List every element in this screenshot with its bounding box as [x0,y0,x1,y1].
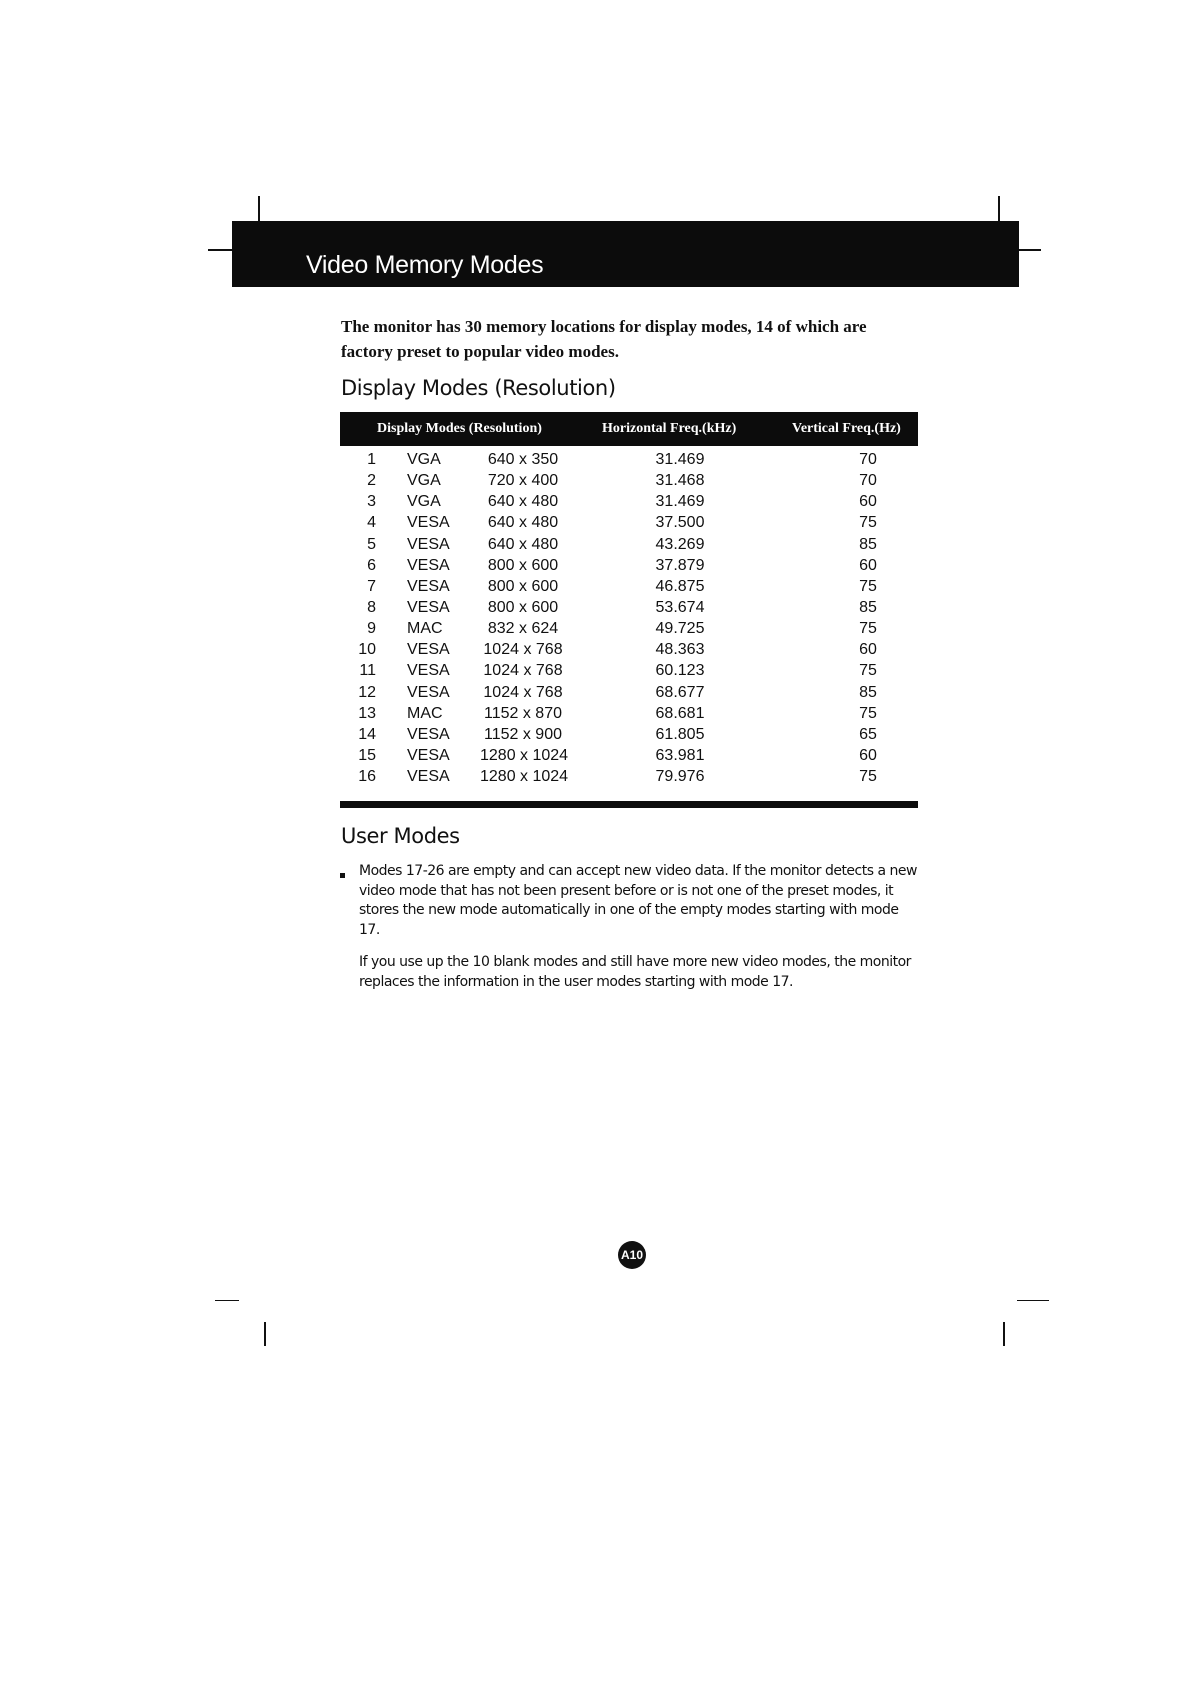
mode-number-cell: 4 [367,514,376,532]
resolution-cell: 800 x 600 [487,556,559,574]
resolution-cell: 1280 x 1024 [480,746,569,764]
standard-cell: VGA [407,451,441,468]
crop-mark-top-right [998,196,1000,221]
horizontal-freq-cell: 46.875 [655,577,705,595]
resolution-cell: 640 x 480 [487,535,559,553]
horizontal-freq-cell: 68.677 [655,683,705,701]
table-row [340,578,920,599]
resolution-cell: 800 x 600 [487,577,559,595]
modes-table-header [340,412,918,446]
vertical-freq-cell: 65 [859,725,877,743]
resolution-cell: 640 x 480 [487,493,559,511]
crop-mark-top-left [258,196,260,221]
vertical-freq-cell: 75 [859,620,877,638]
horizontal-freq-cell: 63.981 [655,746,705,764]
standard-cell: VESA [407,577,450,595]
standard-cell: VESA [407,535,450,553]
horizontal-freq-cell: 31.469 [655,493,705,511]
standard-cell: VESA [407,725,450,743]
user-modes-paragraph: If you use up the 10 blank modes and still have more new video modes, the monitor replaces the information in the user modes starting with mode 17. [359,954,911,990]
horizontal-freq-cell: 60.123 [655,662,705,680]
standard-cell: VGA [407,493,441,511]
vertical-freq-cell: 75 [859,704,877,722]
mode-number-cell: 8 [367,598,376,616]
standard-cell: VESA [407,746,450,764]
resolution-cell: 800 x 600 [487,598,559,616]
standard-cell: VESA [407,598,450,616]
mode-number-cell: 1 [367,451,376,468]
page-title: Video Memory Modes [306,251,544,279]
section-header [232,221,1019,287]
horizontal-freq-cell: 79.976 [655,768,705,786]
vertical-freq-cell: 70 [859,472,877,490]
crop-mark-right-tick [1019,249,1041,251]
table-row [340,768,920,789]
table-row [340,493,920,514]
table-row [340,747,920,768]
intro-text: The monitor has 30 memory locations for display modes, 14 of which are factory preset to popular video modes. [341,317,867,361]
standard-cell: VESA [407,556,450,574]
col-header-vertical-freq: Vertical Freq.(Hz) [792,421,901,436]
mode-number-cell: 9 [367,620,376,638]
standard-cell: VESA [407,514,450,532]
standard-cell: VGA [407,472,441,490]
table-row [340,662,920,683]
mode-number-cell: 15 [358,746,376,764]
table-row [340,514,920,535]
mode-number-cell: 7 [367,577,376,595]
page-number-badge: A10 [618,1241,646,1269]
table-row [340,451,920,472]
standard-cell: VESA [407,662,450,680]
table-row [340,726,920,747]
bullet-square-icon [340,873,345,878]
table-row [340,536,920,557]
resolution-cell: 1024 x 768 [483,662,563,680]
horizontal-freq-cell: 37.879 [655,556,705,574]
standard-cell: MAC [407,620,443,638]
table-row [340,472,920,493]
mode-number-cell: 2 [367,472,376,490]
horizontal-freq-cell: 68.681 [655,704,705,722]
horizontal-freq-cell: 48.363 [655,641,705,659]
mode-number-cell: 6 [367,556,376,574]
mode-number-cell: 16 [358,768,376,786]
resolution-cell: 640 x 350 [487,451,559,468]
crop-mark-bottom-right-v [1003,1322,1005,1346]
crop-mark-bottom-right-h [1017,1300,1049,1301]
mode-number-cell: 10 [358,641,376,659]
vertical-freq-cell: 60 [859,746,877,764]
horizontal-freq-cell: 31.469 [655,451,705,468]
resolution-cell: 1280 x 1024 [480,768,569,786]
resolution-cell: 1024 x 768 [483,641,563,659]
col-header-horizontal-freq: Horizontal Freq.(kHz) [602,421,737,436]
crop-mark-bottom-left-h [215,1300,239,1301]
mode-number-cell: 14 [358,725,376,743]
horizontal-freq-cell: 37.500 [655,514,705,532]
standard-cell: VESA [407,683,450,701]
crop-mark-left-tick [208,249,234,251]
table-row [340,684,920,705]
resolution-cell: 720 x 400 [487,472,559,490]
table-row [340,705,920,726]
table-bottom-rule [340,801,918,808]
modes-table-body [340,451,920,789]
mode-number-cell: 12 [358,683,376,701]
user-modes-heading: User Modes [341,824,460,848]
resolution-cell: 832 x 624 [487,620,559,638]
vertical-freq-cell: 85 [859,535,877,553]
vertical-freq-cell: 85 [859,683,877,701]
horizontal-freq-cell: 43.269 [655,535,705,553]
user-modes-bullet-text: Modes 17-26 are empty and can accept new video data. If the monitor detects a new video mode that has not been present before or is not one of the preset modes, it stores the new mode automatically in one of the empty modes starting with mode 17. [359,863,917,938]
col-header-display-modes: Display Modes (Resolution) [377,421,542,436]
vertical-freq-cell: 60 [859,556,877,574]
horizontal-freq-cell: 53.674 [655,598,705,616]
vertical-freq-cell: 75 [859,577,877,595]
resolution-cell: 1152 x 900 [484,725,562,743]
vertical-freq-cell: 75 [859,514,877,532]
standard-cell: VESA [407,641,450,659]
resolution-cell: 640 x 480 [487,514,559,532]
vertical-freq-cell: 70 [859,451,877,468]
resolution-cell: 1024 x 768 [483,683,563,701]
table-row [340,620,920,641]
vertical-freq-cell: 75 [859,768,877,786]
mode-number-cell: 11 [359,662,376,680]
mode-number-cell: 5 [367,535,376,553]
standard-cell: VESA [407,768,450,786]
mode-number-cell: 3 [367,493,376,511]
display-modes-heading: Display Modes (Resolution) [341,376,616,400]
horizontal-freq-cell: 49.725 [655,620,705,638]
vertical-freq-cell: 60 [859,493,877,511]
vertical-freq-cell: 60 [859,641,877,659]
horizontal-freq-cell: 61.805 [655,725,705,743]
vertical-freq-cell: 85 [859,598,877,616]
table-row [340,641,920,662]
vertical-freq-cell: 75 [859,662,877,680]
table-row [340,599,920,620]
horizontal-freq-cell: 31.468 [655,472,705,490]
mode-number-cell: 13 [358,704,376,722]
standard-cell: MAC [407,704,443,722]
table-row [340,557,920,578]
resolution-cell: 1152 x 870 [484,704,562,722]
crop-mark-bottom-left-v [264,1322,266,1346]
